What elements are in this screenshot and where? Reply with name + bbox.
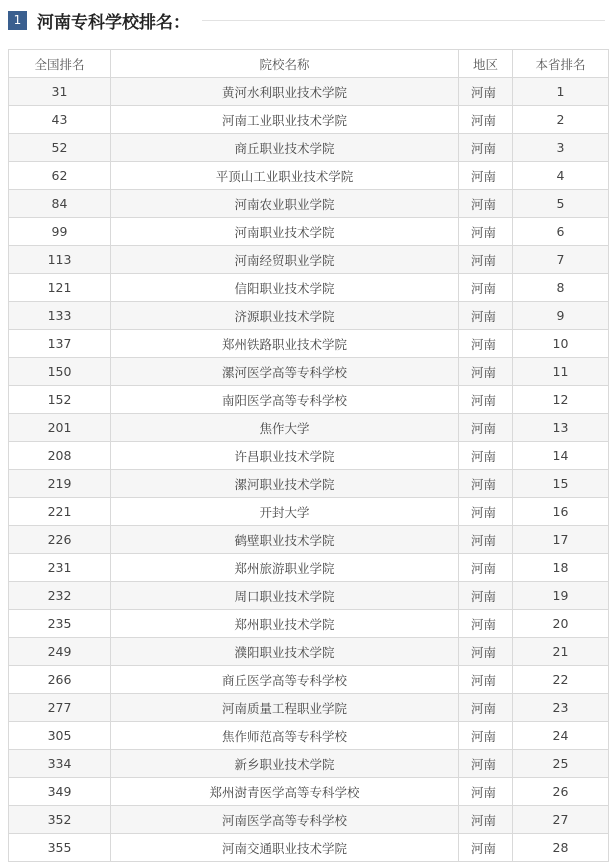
school-name-cell: 郑州澍青医学高等专科学校	[111, 778, 459, 806]
school-name-cell: 河南医学高等专科学校	[111, 806, 459, 834]
table-row	[9, 246, 609, 274]
region-cell: 河南	[459, 666, 513, 694]
school-name-cell: 信阳职业技术学院	[111, 274, 459, 302]
school-name-cell: 河南农业职业学院	[111, 190, 459, 218]
national-rank-cell: 249	[9, 638, 111, 666]
national-rank-cell: 355	[9, 834, 111, 862]
national-rank-cell: 334	[9, 750, 111, 778]
region-cell: 河南	[459, 610, 513, 638]
province-rank-cell: 19	[513, 582, 609, 610]
region-cell: 河南	[459, 694, 513, 722]
national-rank-cell: 221	[9, 498, 111, 526]
national-rank-cell: 62	[9, 162, 111, 190]
region-cell: 河南	[459, 526, 513, 554]
table-row	[9, 610, 609, 638]
national-rank-cell: 113	[9, 246, 111, 274]
school-name-cell: 郑州旅游职业学院	[111, 554, 459, 582]
national-rank-cell: 232	[9, 582, 111, 610]
table-row	[9, 358, 609, 386]
table-row	[9, 302, 609, 330]
school-name-cell: 商丘职业技术学院	[111, 134, 459, 162]
national-rank-cell: 52	[9, 134, 111, 162]
region-cell: 河南	[459, 162, 513, 190]
national-rank-cell: 277	[9, 694, 111, 722]
province-rank-cell: 6	[513, 218, 609, 246]
table-row	[9, 134, 609, 162]
national-rank-cell: 266	[9, 666, 111, 694]
province-rank-cell: 8	[513, 274, 609, 302]
province-rank-cell: 20	[513, 610, 609, 638]
national-rank-cell: 121	[9, 274, 111, 302]
national-rank-cell: 231	[9, 554, 111, 582]
national-rank-cell: 152	[9, 386, 111, 414]
region-cell: 河南	[459, 442, 513, 470]
province-rank-cell: 16	[513, 498, 609, 526]
table-row	[9, 806, 609, 834]
column-header-region: 地区	[459, 50, 513, 78]
national-rank-cell: 349	[9, 778, 111, 806]
school-name-cell: 郑州职业技术学院	[111, 610, 459, 638]
province-rank-cell: 27	[513, 806, 609, 834]
national-rank-cell: 84	[9, 190, 111, 218]
table-row	[9, 470, 609, 498]
school-name-cell: 郑州铁路职业技术学院	[111, 330, 459, 358]
school-name-cell: 河南质量工程职业学院	[111, 694, 459, 722]
region-cell: 河南	[459, 106, 513, 134]
region-cell: 河南	[459, 722, 513, 750]
province-rank-cell: 10	[513, 330, 609, 358]
region-cell: 河南	[459, 806, 513, 834]
section-heading	[8, 7, 605, 33]
table-row	[9, 666, 609, 694]
national-rank-cell: 208	[9, 442, 111, 470]
column-header-school-name: 院校名称	[111, 50, 459, 78]
province-rank-cell: 25	[513, 750, 609, 778]
table-row	[9, 330, 609, 358]
table-header-row	[9, 50, 609, 78]
region-cell: 河南	[459, 554, 513, 582]
region-cell: 河南	[459, 302, 513, 330]
province-rank-cell: 18	[513, 554, 609, 582]
national-rank-cell: 43	[9, 106, 111, 134]
province-rank-cell: 26	[513, 778, 609, 806]
region-cell: 河南	[459, 498, 513, 526]
region-cell: 河南	[459, 834, 513, 862]
province-rank-cell: 4	[513, 162, 609, 190]
table-row	[9, 638, 609, 666]
region-cell: 河南	[459, 414, 513, 442]
table-row	[9, 386, 609, 414]
table-row	[9, 526, 609, 554]
school-name-cell: 商丘医学高等专科学校	[111, 666, 459, 694]
province-rank-cell: 5	[513, 190, 609, 218]
province-rank-cell: 28	[513, 834, 609, 862]
region-cell: 河南	[459, 358, 513, 386]
table-row	[9, 274, 609, 302]
region-cell: 河南	[459, 750, 513, 778]
province-rank-cell: 21	[513, 638, 609, 666]
table-row	[9, 582, 609, 610]
national-rank-cell: 201	[9, 414, 111, 442]
region-cell: 河南	[459, 778, 513, 806]
province-rank-cell: 7	[513, 246, 609, 274]
national-rank-cell: 133	[9, 302, 111, 330]
region-cell: 河南	[459, 386, 513, 414]
region-cell: 河南	[459, 218, 513, 246]
province-rank-cell: 23	[513, 694, 609, 722]
school-name-cell: 焦作大学	[111, 414, 459, 442]
province-rank-cell: 3	[513, 134, 609, 162]
table-row	[9, 554, 609, 582]
province-rank-cell: 2	[513, 106, 609, 134]
school-name-cell: 黄河水利职业技术学院	[111, 78, 459, 106]
region-cell: 河南	[459, 638, 513, 666]
region-cell: 河南	[459, 274, 513, 302]
national-rank-cell: 219	[9, 470, 111, 498]
province-rank-cell: 24	[513, 722, 609, 750]
school-name-cell: 新乡职业技术学院	[111, 750, 459, 778]
school-name-cell: 漯河医学高等专科学校	[111, 358, 459, 386]
region-cell: 河南	[459, 190, 513, 218]
region-cell: 河南	[459, 330, 513, 358]
table-row	[9, 442, 609, 470]
section-number-badge: 1	[8, 11, 27, 30]
table-row	[9, 106, 609, 134]
national-rank-cell: 137	[9, 330, 111, 358]
heading-divider	[202, 20, 605, 21]
region-cell: 河南	[459, 78, 513, 106]
province-rank-cell: 11	[513, 358, 609, 386]
table-row	[9, 722, 609, 750]
school-name-cell: 河南经贸职业学院	[111, 246, 459, 274]
province-rank-cell: 13	[513, 414, 609, 442]
table-row	[9, 190, 609, 218]
table-row	[9, 414, 609, 442]
school-name-cell: 河南交通职业技术学院	[111, 834, 459, 862]
school-name-cell: 漯河职业技术学院	[111, 470, 459, 498]
school-name-cell: 许昌职业技术学院	[111, 442, 459, 470]
province-rank-cell: 14	[513, 442, 609, 470]
table-row	[9, 162, 609, 190]
region-cell: 河南	[459, 246, 513, 274]
table-row	[9, 834, 609, 862]
school-name-cell: 平顶山工业职业技术学院	[111, 162, 459, 190]
national-rank-cell: 150	[9, 358, 111, 386]
province-rank-cell: 22	[513, 666, 609, 694]
province-rank-cell: 17	[513, 526, 609, 554]
province-rank-cell: 9	[513, 302, 609, 330]
region-cell: 河南	[459, 134, 513, 162]
school-name-cell: 周口职业技术学院	[111, 582, 459, 610]
region-cell: 河南	[459, 582, 513, 610]
school-name-cell: 鹤壁职业技术学院	[111, 526, 459, 554]
table-body	[9, 78, 609, 862]
school-name-cell: 河南职业技术学院	[111, 218, 459, 246]
national-rank-cell: 352	[9, 806, 111, 834]
table-row	[9, 498, 609, 526]
school-name-cell: 济源职业技术学院	[111, 302, 459, 330]
table-row	[9, 694, 609, 722]
table-row	[9, 778, 609, 806]
section-title: 河南专科学校排名：	[37, 12, 190, 33]
school-name-cell: 开封大学	[111, 498, 459, 526]
school-name-cell: 南阳医学高等专科学校	[111, 386, 459, 414]
school-name-cell: 濮阳职业技术学院	[111, 638, 459, 666]
province-rank-cell: 15	[513, 470, 609, 498]
table-row	[9, 750, 609, 778]
national-rank-cell: 305	[9, 722, 111, 750]
school-name-cell: 焦作师范高等专科学校	[111, 722, 459, 750]
table-row	[9, 218, 609, 246]
national-rank-cell: 31	[9, 78, 111, 106]
national-rank-cell: 99	[9, 218, 111, 246]
national-rank-cell: 226	[9, 526, 111, 554]
column-header-province-rank: 本省排名	[513, 50, 609, 78]
ranking-table	[8, 49, 609, 862]
province-rank-cell: 12	[513, 386, 609, 414]
province-rank-cell: 1	[513, 78, 609, 106]
region-cell: 河南	[459, 470, 513, 498]
school-name-cell: 河南工业职业技术学院	[111, 106, 459, 134]
national-rank-cell: 235	[9, 610, 111, 638]
column-header-national-rank: 全国排名	[9, 50, 111, 78]
table-row	[9, 78, 609, 106]
